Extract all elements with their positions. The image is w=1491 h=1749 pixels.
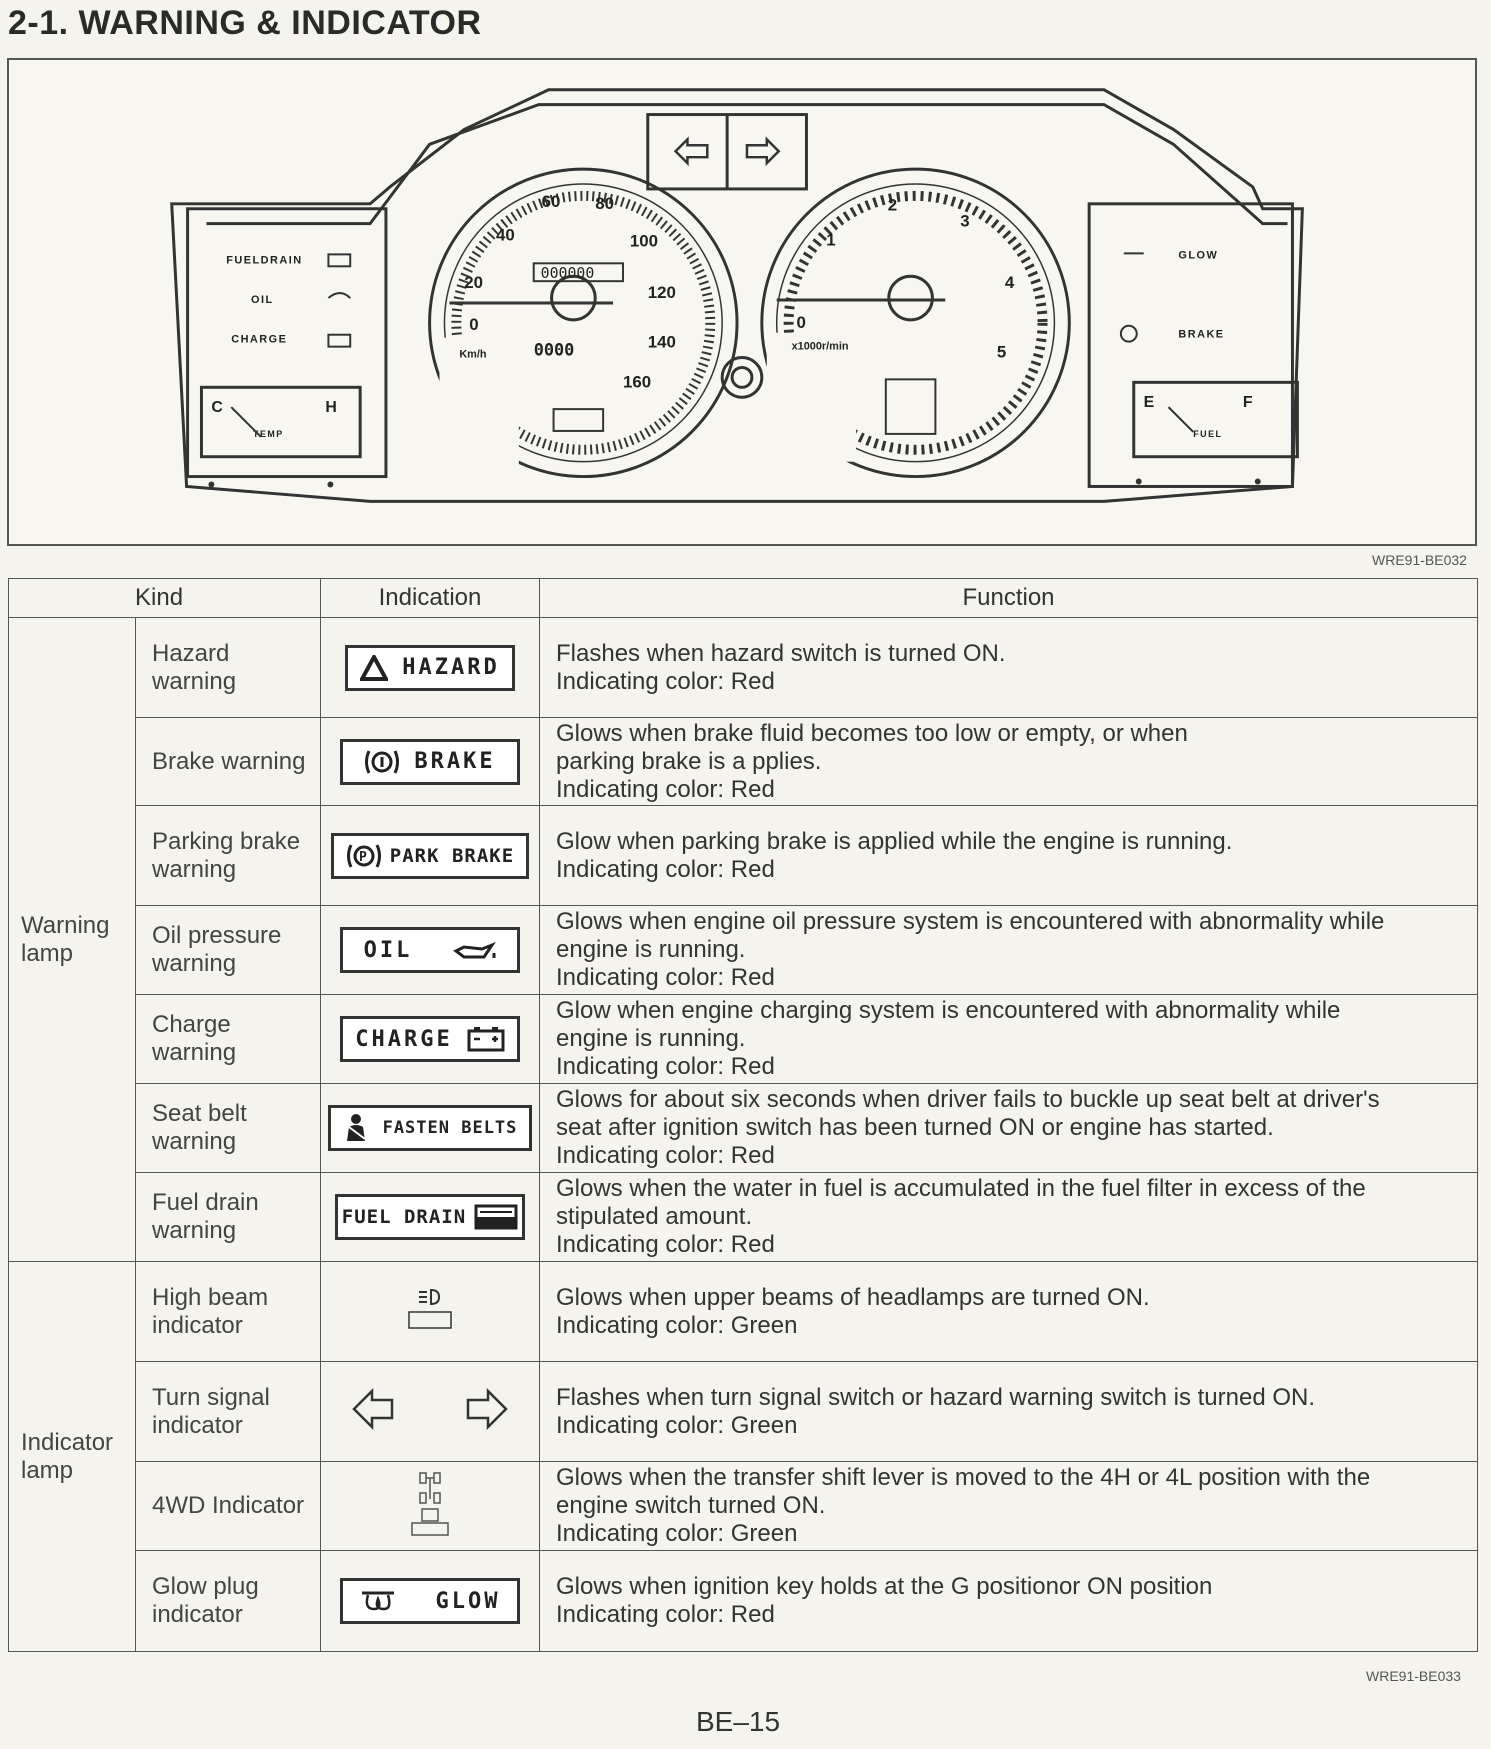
- table-row: [9, 1551, 1478, 1652]
- speedo-tick: 120: [647, 283, 676, 303]
- function-cell: Glows for about six seconds when driver fails to buckle up seat belt at driver's seat after ignition switch has been turned ON or engine has started. Indicating color: Red: [540, 1084, 1478, 1173]
- cluster-oil-label: OIL: [251, 293, 274, 306]
- tacho-tick: 2: [887, 195, 898, 215]
- header-function: Function: [540, 579, 1478, 618]
- temp-c: C: [211, 399, 223, 417]
- page-number: BE–15: [696, 1706, 781, 1737]
- table-row: [9, 718, 1478, 806]
- speedo-tick: 140: [647, 332, 676, 352]
- indication-cell: [321, 618, 540, 718]
- group-warning-lamp: Warning lamp: [9, 618, 136, 1262]
- table-row: [9, 1173, 1478, 1262]
- cluster-glow-label: GLOW: [1178, 249, 1219, 262]
- 4wd-icon: [410, 1471, 450, 1537]
- function-cell: Glow when engine charging system is encountered with abnormality while engine is running. Indicating color: Red: [540, 995, 1478, 1084]
- triangle-icon: [360, 655, 388, 681]
- speedo-tick: 80: [595, 193, 614, 213]
- oil-can-icon: [452, 939, 496, 961]
- tacho-tick: 1: [826, 230, 836, 250]
- indication-cell: [321, 995, 540, 1084]
- park-brake-icon: [346, 842, 382, 870]
- tacho-tick: 0: [796, 312, 806, 332]
- kind-cell: Hazard warning: [136, 618, 321, 718]
- hazard-lamp: HAZARD: [345, 645, 514, 691]
- indication-cell: [321, 718, 540, 806]
- kind-cell: Turn signal indicator: [136, 1362, 321, 1462]
- warning-indicator-table: [8, 578, 1478, 1652]
- fuel-e: E: [1143, 394, 1155, 412]
- table-row: [9, 1084, 1478, 1173]
- speedo-tick: 160: [622, 372, 652, 392]
- indication-cell: [321, 1084, 540, 1173]
- function-cell: Glows when the water in fuel is accumulated in the fuel filter in excess of the stipulated amount. Indicating color: Red: [540, 1173, 1478, 1262]
- charge-lamp: CHARGE: [340, 1016, 519, 1062]
- indication-cell: [321, 806, 540, 906]
- speedo-tick: 100: [629, 231, 659, 251]
- instrument-cluster-figure: [7, 58, 1477, 546]
- turn-arrows-icon: [350, 1387, 510, 1431]
- kind-cell: Oil pressure warning: [136, 906, 321, 995]
- indication-cell: [321, 1362, 540, 1462]
- kind-cell: Seat belt warning: [136, 1084, 321, 1173]
- indication-cell: [321, 1262, 540, 1362]
- tacho-unit: x1000r/min: [791, 340, 849, 353]
- kind-cell: Parking brake warning: [136, 806, 321, 906]
- group-indicator-lamp: Indicator lamp: [9, 1262, 136, 1652]
- header-indication: Indication: [321, 579, 540, 618]
- fasten-belts-lamp: FASTEN BELTS: [328, 1105, 533, 1151]
- indication-cell: [321, 1551, 540, 1652]
- function-cell: Glows when ignition key holds at the G positionor ON position Indicating color: Red: [540, 1551, 1478, 1652]
- speedo-unit: Km/h: [459, 348, 487, 361]
- cluster-charge-label: CHARGE: [231, 333, 288, 346]
- battery-icon: [467, 1026, 505, 1052]
- table-header-row: [9, 579, 1478, 618]
- tripmeter: 0000: [533, 339, 575, 360]
- indication-cell: [321, 1462, 540, 1551]
- temp-h: H: [325, 399, 337, 417]
- kind-cell: High beam indicator: [136, 1262, 321, 1362]
- glow-plug-icon: [360, 1589, 396, 1613]
- page-title: 2-1. WARNING & INDICATOR: [8, 4, 482, 42]
- svg-text:P: P: [358, 849, 368, 865]
- function-cell: Flashes when hazard switch is turned ON. Indicating color: Red: [540, 618, 1478, 718]
- header-kind: Kind: [9, 579, 321, 618]
- kind-cell: Brake warning: [136, 718, 321, 806]
- speedo-tick: 0: [469, 314, 479, 334]
- indication-cell: [321, 1173, 540, 1262]
- tacho-tick: 4: [1004, 273, 1015, 293]
- table-row: [9, 1362, 1478, 1462]
- function-cell: Glows when the transfer shift lever is moved to the 4H or 4L position with the engine switch turned ON. Indicating color: Green: [540, 1462, 1478, 1551]
- seat-belt-icon: [343, 1113, 369, 1143]
- indication-cell: [321, 906, 540, 995]
- table-row: [9, 618, 1478, 718]
- figure-code: WRE91-BE033: [1366, 1668, 1461, 1684]
- kind-cell: 4WD Indicator: [136, 1462, 321, 1551]
- speedo-tick: 20: [464, 273, 484, 293]
- odometer: 000000: [540, 264, 595, 283]
- glow-lamp: GLOW: [340, 1578, 520, 1624]
- table-row: [9, 806, 1478, 906]
- kind-cell: Fuel drain warning: [136, 1173, 321, 1262]
- table-row: [9, 1262, 1478, 1362]
- fuel-filter-icon: [474, 1203, 518, 1231]
- fuel-drain-lamp: FUEL DRAIN: [335, 1194, 525, 1240]
- function-cell: Glows when brake fluid becomes too low or empty, or when parking brake is a pplies. Indicating color: Red: [540, 718, 1478, 806]
- figure-code: WRE91-BE032: [1372, 552, 1467, 568]
- cluster-fueldrain-label: FUELDRAIN: [226, 254, 303, 267]
- park-brake-lamp: P PARK BRAKE: [331, 833, 529, 879]
- cluster-brake-label: BRAKE: [1178, 328, 1225, 341]
- high-beam-icon: [407, 1288, 453, 1330]
- speedo-tick: 40: [496, 225, 515, 245]
- function-cell: Glow when parking brake is applied while the engine is running. Indicating color: Red: [540, 806, 1478, 906]
- kind-cell: Charge warning: [136, 995, 321, 1084]
- brake-circle-icon: [364, 748, 400, 776]
- cluster-fuel-label: FUEL: [1193, 428, 1223, 439]
- function-cell: Flashes when turn signal switch or hazard warning switch is turned ON. Indicating color: Green: [540, 1362, 1478, 1462]
- kind-cell: Glow plug indicator: [136, 1551, 321, 1652]
- table-row: [9, 1462, 1478, 1551]
- fuel-f: F: [1242, 394, 1253, 412]
- speedo-tick: 60: [541, 191, 561, 211]
- tacho-tick: 3: [960, 211, 970, 231]
- tacho-tick: 5: [996, 342, 1007, 362]
- table-row: [9, 906, 1478, 995]
- function-cell: Glows when upper beams of headlamps are turned ON. Indicating color: Green: [540, 1262, 1478, 1362]
- function-cell: Glows when engine oil pressure system is encountered with abnormality while engine is running. Indicating color: Red: [540, 906, 1478, 995]
- table-row: [9, 995, 1478, 1084]
- brake-lamp: BRAKE: [340, 739, 520, 785]
- cluster-temp-label: TEMP: [253, 428, 284, 439]
- oil-lamp: OIL: [340, 927, 520, 973]
